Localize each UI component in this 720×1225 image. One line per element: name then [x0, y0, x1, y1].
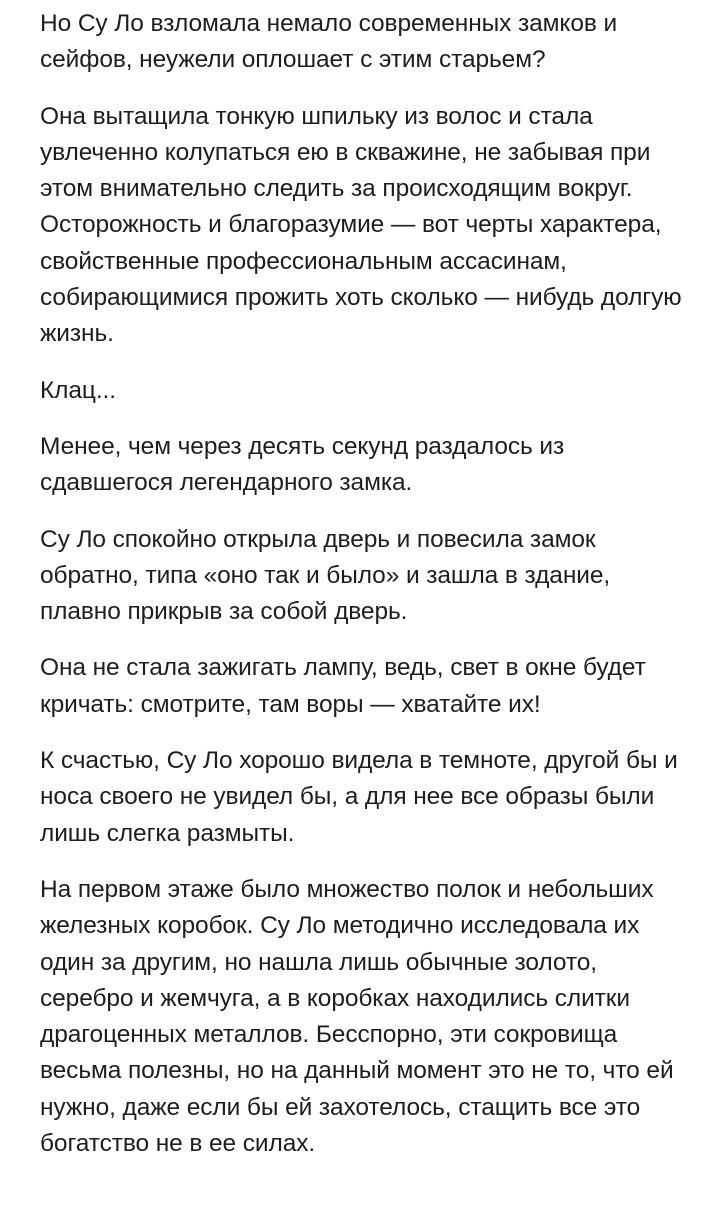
paragraph: На первом этаже было множество полок и небольших железных коробок. Су Ло методично исследовала их один за другим, но нашла лишь обычные золото, серебро и жемчуга, а в коробках находились слитки драгоценных металлов. Бесспорно, эти сокровища весьма полезны, но на данный момент это не то, что ей нужно, даже если бы ей захотелось, стащить все это богатство не в ее силах.: [40, 875, 674, 1158]
paragraph: Но Су Ло взломала немало современных замков и сейфов, неужели оплошает с этим старьем?: [40, 10, 618, 74]
paragraph: К счастью, Су Ло хорошо видела в темноте, другой бы и носа своего не увидел бы, а для нее все образы были лишь слегка размыты.: [40, 747, 678, 847]
paragraph: Она не стала зажигать лампу, ведь, свет в окне будет кричать: смотрите, там воры — хватайте их!: [40, 654, 646, 718]
paragraph: Клац...: [40, 376, 116, 404]
paragraph: Менее, чем через десять секунд раздалось из сдавшегося легендарного замка.: [40, 432, 565, 497]
paragraph: Су Ло спокойно открыла дверь и повесила замок обратно, типа «оно так и было» и зашла в здание, плавно прикрыв за собой дверь.: [40, 525, 611, 626]
paragraph: Она вытащила тонкую шпильку из волос и стала увлеченно колупаться ею в скважине, не забывая при этом внимательно следить за происходящим вокруг. Осторожность и благоразумие — вот черты характера, свойственные профессиональным ассасинам, собирающимися прожить хоть сколько — нибудь долгую жизнь.: [40, 102, 682, 348]
